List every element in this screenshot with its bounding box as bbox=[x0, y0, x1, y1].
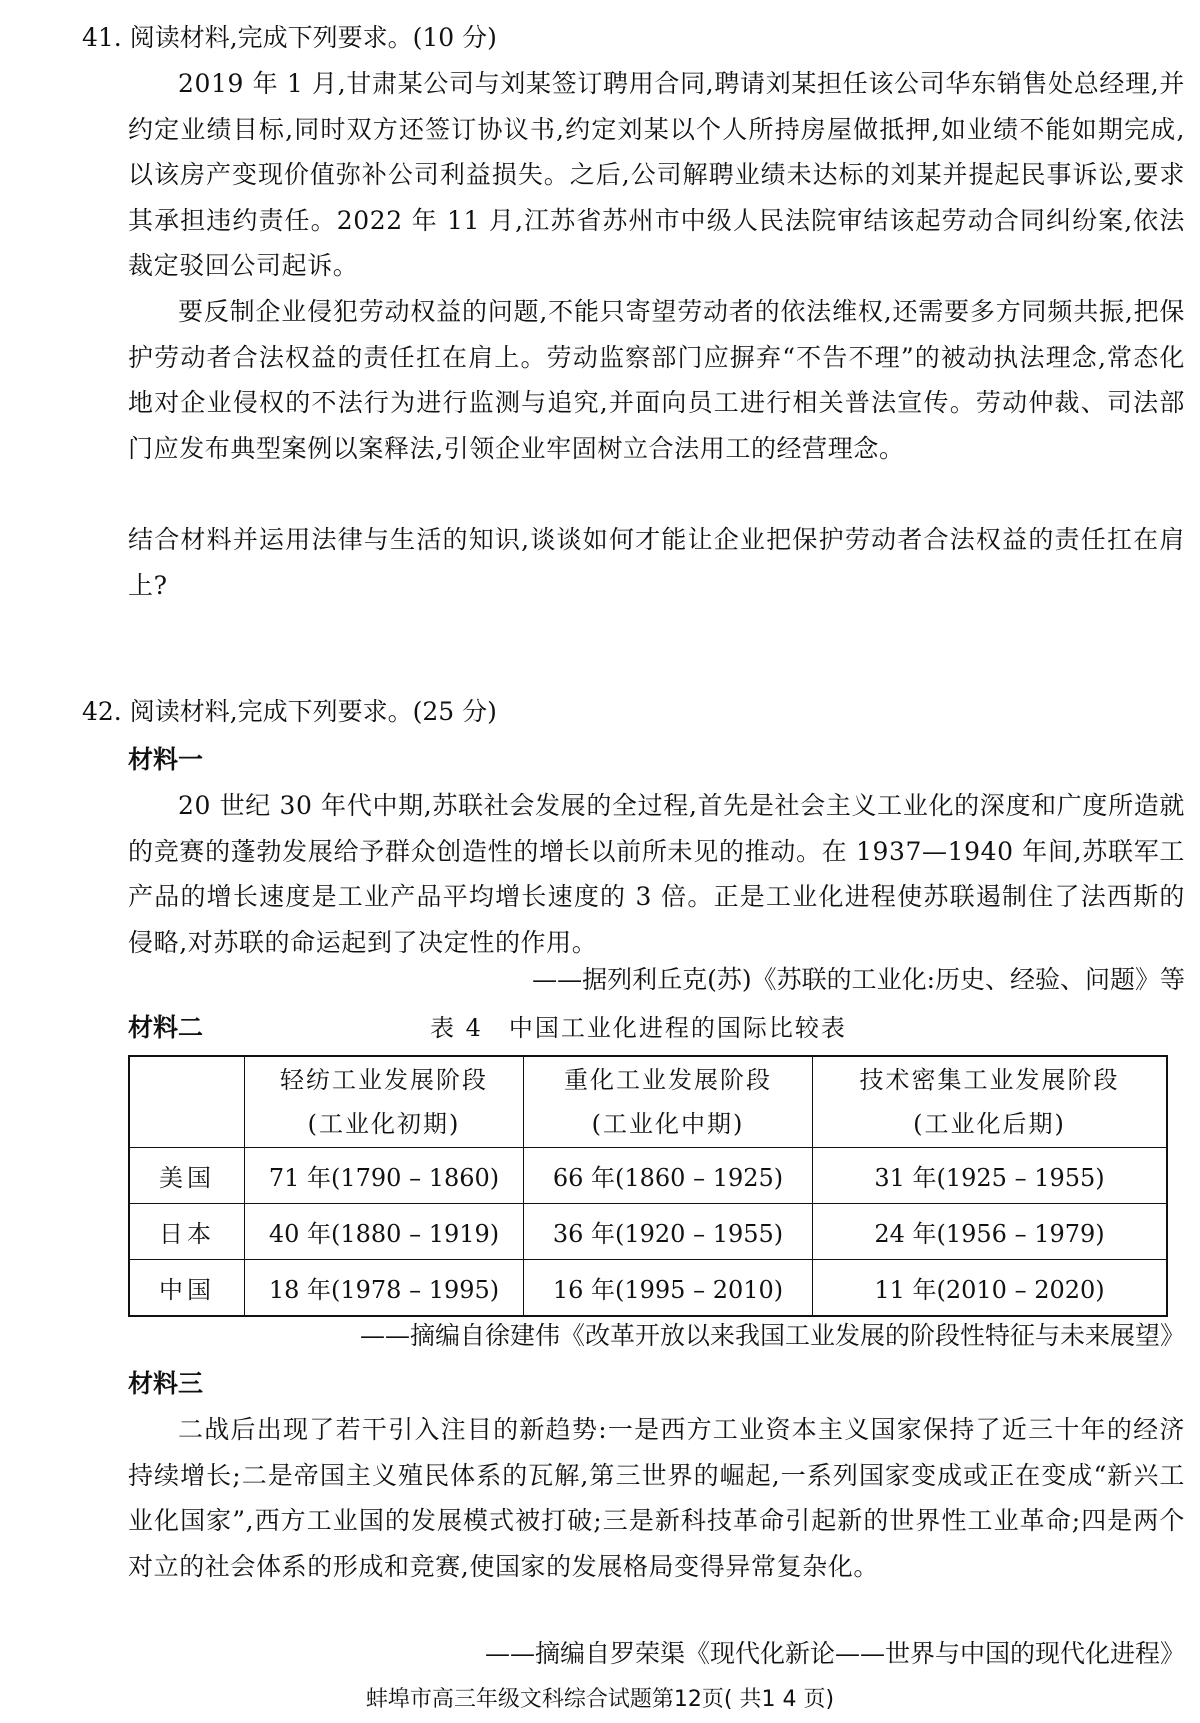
header-stage-period: (工业化初期) bbox=[307, 1110, 461, 1138]
country-cell: 美国 bbox=[129, 1148, 245, 1204]
q41-material-paragraph-2: 要反制企业侵犯劳动权益的问题,不能只寄望劳动者的依法维权,还需要多方同频共振,把保护劳动者合法权益的责任扛在肩上。劳动监察部门应摒弃“不告不理”的被动执法理念,常态化地对企业侵权的不法行为进行监测与追究,并面向员工进行相关普法宣传。劳动仲裁、司法部门应发布典型案例以案释法,引领企业牢固树立合法用工的经营理念。 bbox=[128, 297, 1185, 463]
material-2-source: ——摘编自徐建伟《改革开放以来我国工业发展的阶段性特征与未来展望》 bbox=[359, 1321, 1185, 1350]
comparison-table bbox=[128, 1055, 1168, 1317]
page-footer: 蚌埠市高三年级文科综合试题第12页( 共1 4 页) bbox=[365, 1687, 835, 1712]
table-cell: 40 年(1880 – 1919) bbox=[245, 1204, 524, 1260]
table-caption: 表 4 中国工业化进程的国际比较表 bbox=[430, 1014, 847, 1042]
table-cell: 66 年(1860 – 1925) bbox=[524, 1148, 813, 1204]
material-1-label: 材料一 bbox=[128, 745, 204, 774]
header-stage-name: 技术密集工业发展阶段 bbox=[859, 1066, 1120, 1094]
header-stage-period: (工业化后期) bbox=[913, 1110, 1066, 1138]
question-41-header: 41. 阅读材料,完成下列要求。(10 分) bbox=[82, 23, 497, 52]
header-stage-period: (工业化中期) bbox=[591, 1110, 745, 1138]
header-stage-name: 轻纺工业发展阶段 bbox=[280, 1066, 488, 1094]
country-cell: 中国 bbox=[129, 1260, 245, 1317]
material-1-text: 20 世纪 30 年代中期,苏联社会发展的全过程,首先是社会主义工业化的深度和广度所造就的竞赛的蓬勃发展给予群众创造性的增长以前所未见的推动。在 1937—1940 年间,苏联军工产品的增长速度是工业产品平均增长速度的 3 倍。正是工业化进程使苏联遏制住了法西斯的侵略,对苏联的命运起到了决定性的作用。 bbox=[128, 791, 1185, 957]
table-cell: 16 年(1995 – 2010) bbox=[524, 1260, 813, 1317]
table-row bbox=[129, 1148, 1167, 1204]
material-3-text: 二战后出现了若干引入注目的新趋势:一是西方工业资本主义国家保持了近三十年的经济持续增长;二是帝国主义殖民体系的瓦解,第三世界的崛起,一系列国家变成或正在变成“新兴工业化国家”,西方工业国的发展模式被打破;三是新科技革命引起新的世界性工业革命;四是两个对立的社会体系的形成和竞赛,使国家的发展格局变得异常复杂化。 bbox=[128, 1415, 1185, 1581]
table-header-cell bbox=[245, 1056, 524, 1148]
table-cell: 31 年(1925 – 1955) bbox=[813, 1148, 1168, 1204]
table-cell: 24 年(1956 – 1979) bbox=[813, 1204, 1168, 1260]
material-2-label: 材料二 bbox=[128, 1013, 204, 1042]
material-3-label: 材料三 bbox=[128, 1369, 204, 1398]
table-row bbox=[129, 1204, 1167, 1260]
country-cell: 日本 bbox=[129, 1204, 245, 1260]
table-header-corner bbox=[129, 1056, 245, 1148]
material-3-source: ——摘编自罗荣渠《现代化新论——世界与中国的现代化进程》 bbox=[484, 1639, 1185, 1668]
question-42-header: 42. 阅读材料,完成下列要求。(25 分) bbox=[82, 697, 497, 726]
table-header-cell bbox=[524, 1056, 813, 1148]
table-cell: 11 年(2010 – 2020) bbox=[813, 1260, 1168, 1317]
table-header-row bbox=[129, 1056, 1167, 1148]
q41-material-paragraph-1: 2019 年 1 月,甘肃某公司与刘某签订聘用合同,聘请刘某担任该公司华东销售处总经理,并约定业绩目标,同时双方还签订协议书,约定刘某以个人所持房屋做抵押,如业绩不能如期完成,以该房产变现价值弥补公司利益损失。之后,公司解聘业绩未达标的刘某并提起民事诉讼,要求其承担违约责任。2022 年 11 月,江苏省苏州市中级人民法院审结该起劳动合同纠纷案,依法裁定驳回公司起诉。 bbox=[128, 69, 1185, 280]
table-header-cell bbox=[813, 1056, 1168, 1148]
table-cell: 71 年(1790 – 1860) bbox=[245, 1148, 524, 1204]
material-1-source: ——据列利丘克(苏)《苏联的工业化:历史、经验、问题》等 bbox=[532, 965, 1185, 994]
q41-question: 结合材料并运用法律与生活的知识,谈谈如何才能让企业把保护劳动者合法权益的责任扛在肩上? bbox=[128, 525, 1185, 600]
table-cell: 18 年(1978 – 1995) bbox=[245, 1260, 524, 1317]
header-stage-name: 重化工业发展阶段 bbox=[564, 1066, 772, 1094]
table-cell: 36 年(1920 – 1955) bbox=[524, 1204, 813, 1260]
table-row bbox=[129, 1260, 1167, 1317]
